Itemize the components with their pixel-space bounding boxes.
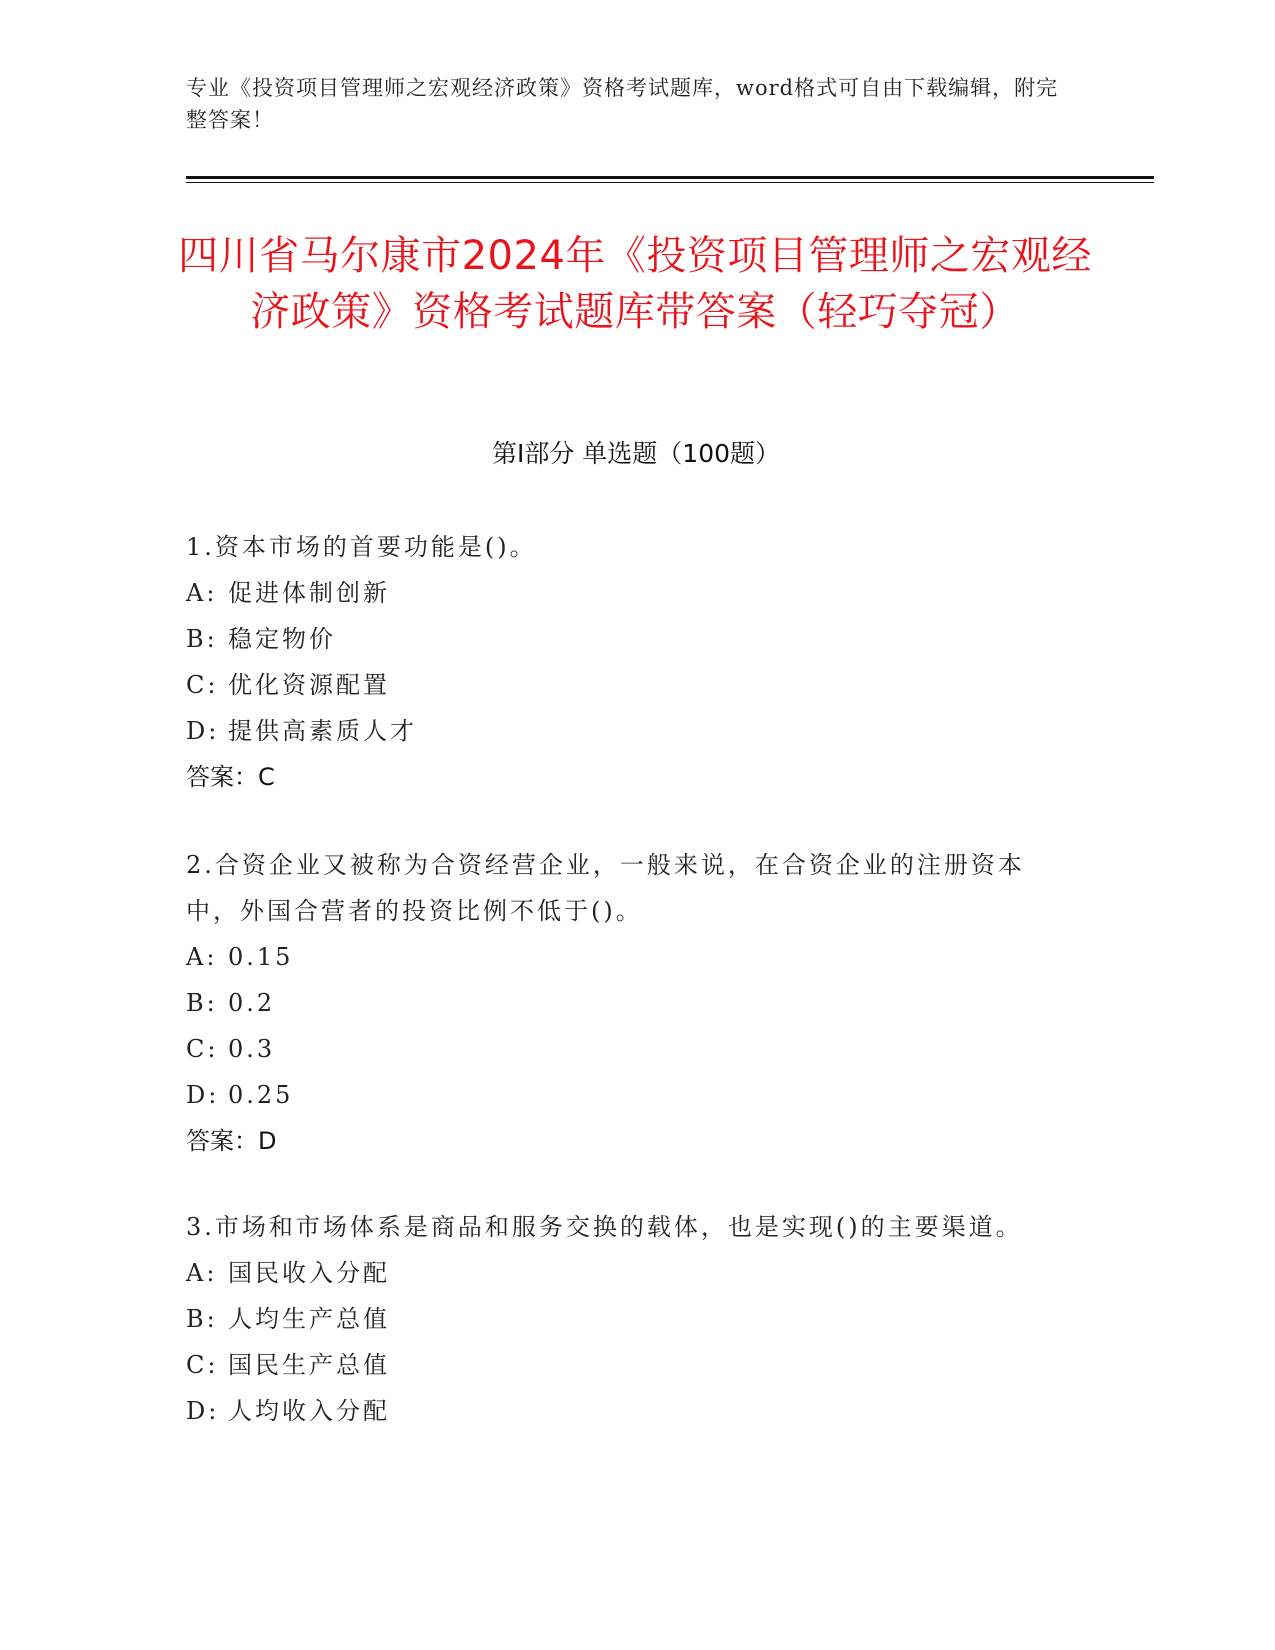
option-key: A: xyxy=(186,579,218,607)
option-key: D: xyxy=(186,1081,220,1109)
option-text: 0.3 xyxy=(228,1035,276,1063)
option-d xyxy=(186,1388,1066,1434)
option-text: 国民收入分配 xyxy=(228,1259,390,1287)
option-key: C: xyxy=(186,1351,219,1379)
question-stem: 3.市场和市场体系是商品和服务交换的载体，也是实现()的主要渠道。 xyxy=(186,1213,1023,1241)
option-key: C: xyxy=(186,671,219,699)
option-b xyxy=(186,1296,1066,1342)
option-d xyxy=(186,708,1066,754)
option-b xyxy=(186,980,1066,1026)
answer-line: 答案：C xyxy=(186,763,275,791)
option-b xyxy=(186,616,1066,662)
option-key: B: xyxy=(186,625,218,653)
option-text: 优化资源配置 xyxy=(228,671,390,699)
option-c xyxy=(186,662,1066,708)
question-stem: 1.资本市场的首要功能是()。 xyxy=(186,533,537,561)
option-text: 国民生产总值 xyxy=(228,1351,390,1379)
option-key: B: xyxy=(186,989,218,1017)
option-text: 促进体制创新 xyxy=(228,579,390,607)
question-2 xyxy=(186,842,1066,1164)
option-c xyxy=(186,1026,1066,1072)
option-text: 0.25 xyxy=(228,1081,294,1109)
header-divider-thin xyxy=(186,182,1154,183)
option-a xyxy=(186,934,1066,980)
answer-line: 答案：D xyxy=(186,1127,277,1155)
option-text: 人均收入分配 xyxy=(228,1397,390,1425)
option-c xyxy=(186,1342,1066,1388)
question-3 xyxy=(186,1204,1066,1434)
option-text: 0.2 xyxy=(228,989,276,1017)
option-key: D: xyxy=(186,717,220,745)
option-a xyxy=(186,570,1066,616)
option-key: C: xyxy=(186,1035,219,1063)
document-title: 四川省马尔康市2024年《投资项目管理师之宏观经济政策》资格考试题库带答案（轻巧夺冠） xyxy=(178,233,1092,335)
option-key: A: xyxy=(186,1259,218,1287)
header-divider-thick xyxy=(186,176,1154,179)
option-a xyxy=(186,1250,1066,1296)
section-title: 第I部分 单选题（100题） xyxy=(491,439,781,468)
header-note: 专业《投资项目管理师之宏观经济政策》资格考试题库，word格式可自由下载编辑，附完整答案！ xyxy=(186,76,1059,132)
option-text: 稳定物价 xyxy=(228,625,336,653)
option-text: 提供高素质人才 xyxy=(228,717,417,745)
option-key: B: xyxy=(186,1305,218,1333)
question-1 xyxy=(186,524,1066,800)
option-text: 0.15 xyxy=(228,943,294,971)
option-text: 人均生产总值 xyxy=(228,1305,390,1333)
question-stem: 2.合资企业又被称为合资经营企业，一般来说，在合资企业的注册资本中，外国合营者的投资比例不低于()。 xyxy=(186,851,1025,925)
option-key: A: xyxy=(186,943,218,971)
option-d xyxy=(186,1072,1066,1118)
option-key: D: xyxy=(186,1397,220,1425)
